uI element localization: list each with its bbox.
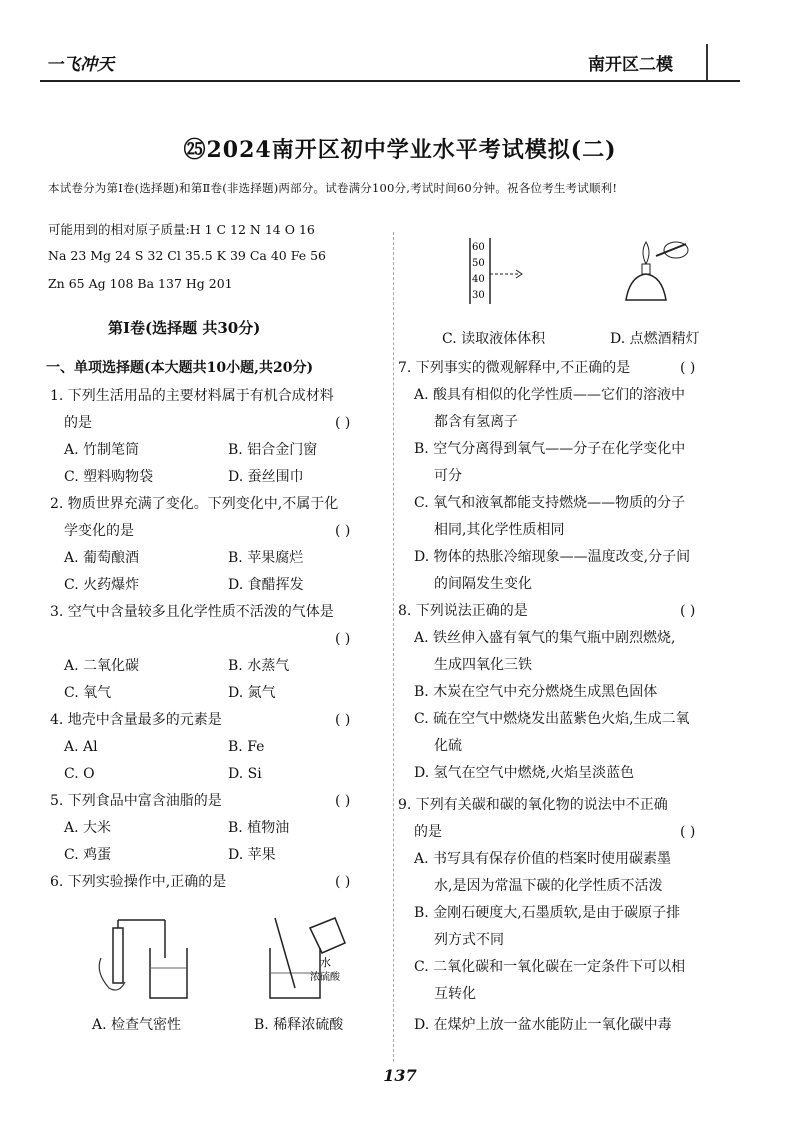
page-corner-mark xyxy=(706,44,736,80)
tick-60: 60 xyxy=(472,242,485,253)
q8-option-c-line2: 化硫 xyxy=(434,738,462,754)
q3-option-b[interactable]: B. 水蒸气 xyxy=(228,658,290,674)
q9-option-c-line1[interactable]: C. 二氧化碳和一氧化碳在一定条件下可以相 xyxy=(414,959,686,975)
q1-stem-line2: 的是 xyxy=(64,415,92,431)
q5-option-b[interactable]: B. 植物油 xyxy=(228,820,290,836)
q3-option-a[interactable]: A. 二氧化碳 xyxy=(64,658,140,674)
q4-option-d[interactable]: D. Si xyxy=(228,766,262,782)
q3-stem: 3. 空气中含量较多且化学性质不活泼的气体是 xyxy=(50,604,334,620)
figure-airtightness-check xyxy=(95,918,205,1008)
q6-option-d[interactable]: D. 点燃酒精灯 xyxy=(610,331,700,347)
q7-option-c-line2: 相同,其化学性质相同 xyxy=(434,522,565,538)
q8-option-a-line1[interactable]: A. 铁丝伸入盛有氧气的集气瓶中剧烈燃烧, xyxy=(414,630,676,646)
q1-option-c[interactable]: C. 塑料购物袋 xyxy=(64,469,154,485)
q5-option-d[interactable]: D. 苹果 xyxy=(228,847,276,863)
q2-option-b[interactable]: B. 苹果腐烂 xyxy=(228,550,304,566)
q5-option-a[interactable]: A. 大米 xyxy=(64,820,112,836)
q3-answer-blank[interactable]: ( ) xyxy=(335,631,351,647)
q1-option-d[interactable]: D. 蚕丝围巾 xyxy=(228,469,304,485)
q7-option-d-line1[interactable]: D. 物体的热胀冷缩现象——温度改变,分子间 xyxy=(414,549,691,565)
q7-option-a-line1[interactable]: A. 酸具有相似的化学性质——它们的溶液中 xyxy=(414,387,686,403)
page-number: 137 xyxy=(383,1066,417,1085)
q3-option-c[interactable]: C. 氧气 xyxy=(64,685,112,701)
q8-option-b[interactable]: B. 木炭在空气中充分燃烧生成黑色固体 xyxy=(414,684,658,700)
q9-answer-blank[interactable]: ( ) xyxy=(680,824,696,840)
q6-option-c[interactable]: C. 读取液体体积 xyxy=(442,331,546,347)
q8-option-a-line2: 生成四氧化三铁 xyxy=(434,657,532,673)
figure-dilute-acid xyxy=(260,918,370,1008)
q8-stem: 8. 下列说法正确的是 xyxy=(398,603,528,619)
tick-40: 40 xyxy=(472,274,485,285)
figure-graduated-cylinder xyxy=(460,238,540,308)
tick-50: 50 xyxy=(472,258,485,269)
atomic-mass-line-2: Na 23 Mg 24 S 32 Cl 35.5 K 39 Ca 40 Fe 56 xyxy=(48,248,326,263)
figure-alcohol-lamp xyxy=(616,236,696,306)
page-title: ㉕2024南开区初中学业水平考试模拟(二) xyxy=(183,137,617,163)
q8-option-c-line1[interactable]: C. 硫在空气中燃烧发出蓝紫色火焰,生成二氧 xyxy=(414,711,690,727)
q5-stem: 5. 下列食品中富含油脂的是 xyxy=(50,793,222,809)
q7-option-b-line1[interactable]: B. 空气分离得到氧气——分子在化学变化中 xyxy=(414,441,686,457)
q5-option-c[interactable]: C. 鸡蛋 xyxy=(64,847,112,863)
q8-option-d[interactable]: D. 氢气在空气中燃烧,火焰呈淡蓝色 xyxy=(414,765,635,781)
q4-option-b[interactable]: B. Fe xyxy=(228,739,265,755)
q2-stem-line2: 学变化的是 xyxy=(64,523,134,539)
brand-logo: 一飞冲天 xyxy=(46,55,114,75)
label-acid: 浓硫酸 xyxy=(310,972,340,983)
q9-option-d[interactable]: D. 在煤炉上放一盆水能防止一氧化碳中毒 xyxy=(414,1017,672,1033)
q3-option-d[interactable]: D. 氮气 xyxy=(228,685,276,701)
q7-option-a-line2: 都含有氢离子 xyxy=(434,414,518,430)
q2-option-c[interactable]: C. 火药爆炸 xyxy=(64,577,140,593)
q2-answer-blank[interactable]: ( ) xyxy=(335,523,351,539)
q9-option-a-line1[interactable]: A. 书写具有保存价值的档案时使用碳素墨 xyxy=(414,851,672,867)
q9-stem-line2: 的是 xyxy=(414,824,442,840)
q6-option-a[interactable]: A. 检查气密性 xyxy=(92,1017,182,1033)
q2-stem-line1: 2. 物质世界充满了变化。下列变化中,不属于化 xyxy=(50,496,339,512)
q5-answer-blank[interactable]: ( ) xyxy=(335,793,351,809)
q1-answer-blank[interactable]: ( ) xyxy=(335,415,351,431)
q1-stem-line1: 1. 下列生活用品的主要材料属于有机合成材料 xyxy=(50,388,334,404)
q9-option-b-line2: 列方式不同 xyxy=(434,932,504,948)
q8-answer-blank[interactable]: ( ) xyxy=(680,603,696,619)
q7-option-b-line2: 可分 xyxy=(434,468,462,484)
tick-30: 30 xyxy=(472,290,485,301)
exam-instructions: 本试卷分为第Ⅰ卷(选择题)和第Ⅱ卷(非选择题)两部分。试卷满分100分,考试时间60分钟。祝各位考生考试顺利! xyxy=(48,181,618,195)
q4-option-a[interactable]: A. Al xyxy=(64,739,98,755)
part1-title: 第Ⅰ卷(选择题 共30分) xyxy=(108,319,261,337)
q7-answer-blank[interactable]: ( ) xyxy=(680,360,696,376)
q2-option-d[interactable]: D. 食醋挥发 xyxy=(228,577,304,593)
header-rule xyxy=(40,80,740,82)
q2-option-a[interactable]: A. 葡萄酿酒 xyxy=(64,550,140,566)
q1-option-a[interactable]: A. 竹制笔筒 xyxy=(64,442,140,458)
q9-option-a-line2: 水,是因为常温下碳的化学性质不活泼 xyxy=(434,878,663,894)
column-divider xyxy=(393,232,394,1062)
q4-answer-blank[interactable]: ( ) xyxy=(335,712,351,728)
label-water: 水 xyxy=(320,956,331,969)
atomic-mass-line-3: Zn 65 Ag 108 Ba 137 Hg 201 xyxy=(48,276,233,291)
q6-stem: 6. 下列实验操作中,正确的是 xyxy=(50,874,227,890)
q9-option-b-line1[interactable]: B. 金刚石硬度大,石墨质软,是由于碳原子排 xyxy=(414,905,681,921)
q7-option-c-line1[interactable]: C. 氧气和液氧都能支持燃烧——物质的分子 xyxy=(414,495,686,511)
atomic-mass-line-1: 可能用到的相对原子质量:H 1 C 12 N 14 O 16 xyxy=(48,222,315,237)
q7-stem: 7. 下列事实的微观解释中,不正确的是 xyxy=(398,360,631,376)
q6-option-b[interactable]: B. 稀释浓硫酸 xyxy=(254,1017,344,1033)
q4-option-c[interactable]: C. O xyxy=(64,766,95,782)
q6-answer-blank[interactable]: ( ) xyxy=(335,874,351,890)
q7-option-d-line2: 的间隔发生变化 xyxy=(434,576,532,592)
q1-option-b[interactable]: B. 铝合金门窗 xyxy=(228,442,318,458)
exam-name: 南开区二模 xyxy=(588,55,673,75)
q9-option-c-line2: 互转化 xyxy=(434,986,476,1002)
section1-title: 一、单项选择题(本大题共10小题,共20分) xyxy=(46,360,314,376)
q9-stem-line1: 9. 下列有关碳和碳的氧化物的说法中不正确 xyxy=(398,797,668,813)
q4-stem: 4. 地壳中含量最多的元素是 xyxy=(50,712,222,728)
